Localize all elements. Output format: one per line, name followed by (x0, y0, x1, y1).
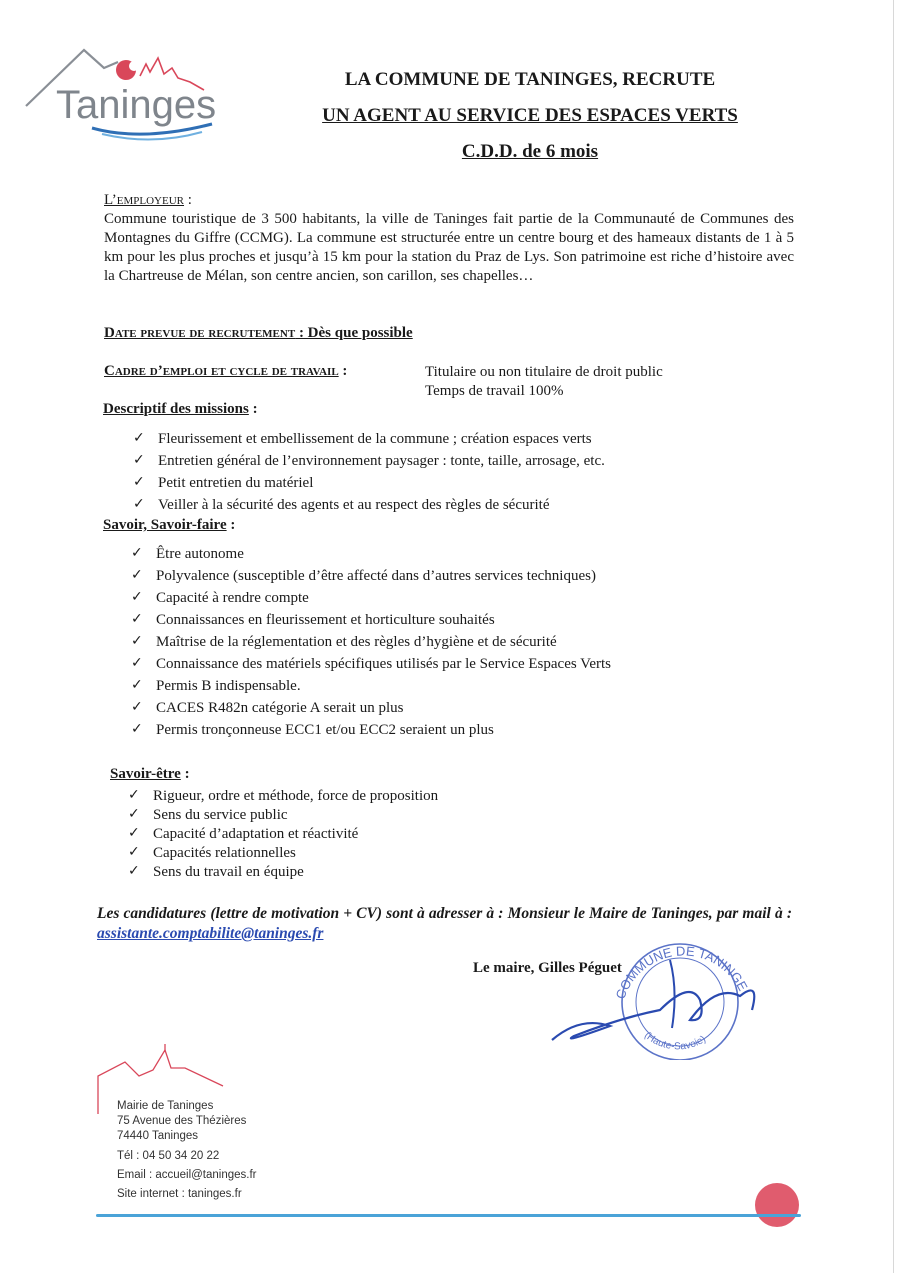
footer-email: Email : accueil@taninges.fr (117, 1169, 257, 1181)
taninges-logo (22, 44, 232, 144)
footer-line-1: Mairie de Taninges (117, 1100, 214, 1112)
employer-label-suffix: : (184, 192, 192, 208)
footer-address (117, 1099, 257, 1202)
check-icon: ✓ (131, 567, 143, 583)
employment-value-2: Temps de travail 100% (425, 383, 564, 399)
check-icon: ✓ (128, 844, 140, 860)
footer-line-3: 74440 Taninges (117, 1130, 198, 1142)
list-item: ✓ Rigueur, ordre et méthode, force de proposition (128, 787, 439, 804)
employment-label: Cadre d’emploi et cycle de travail (104, 363, 339, 379)
savoir-faire-label-suffix: : (226, 517, 236, 533)
check-icon: ✓ (131, 655, 143, 671)
employer-text: Commune touristique de 3 500 habitants, la ville de Taninges fait partie de la Communauté de Communes des Montagnes du Giffre (CCMG). La commune est structurée entre un centre bourg et des hameaux distants de 1 à 5 km pour les plus proches et jusqu’à 15 km pour la station du Praz de Lys. Son patrimoine est riche d’histoire avec la Chartreuse de Mélan, son centre ancien, son carillon, ses chapelles… (104, 211, 794, 284)
page-edge-divider (893, 0, 894, 1273)
list-item: ✓ Capacités relationnelles (128, 844, 296, 861)
recruitment-date-label: Date prevue de recrutement (104, 325, 296, 341)
check-icon: ✓ (133, 452, 145, 468)
list-item: ✓ Veiller à la sécurité des agents et au respect des règles de sécurité (133, 494, 605, 516)
check-icon: ✓ (131, 699, 143, 715)
footer-site: Site internet : taninges.fr (117, 1188, 242, 1200)
list-item: ✓ Capacité à rendre compte (131, 587, 611, 609)
list-item: ✓ Sens du travail en équipe (128, 863, 304, 880)
check-icon: ✓ (131, 677, 143, 693)
savoir-faire-heading (103, 517, 235, 534)
check-icon: ✓ (128, 863, 140, 879)
missions-list (133, 428, 605, 516)
application-text (97, 904, 792, 944)
stamp-bottom-text: (Haute-Savoie) (641, 1029, 708, 1053)
list-item: ✓ Maîtrise de la réglementation et des règles d’hygiène et de sécurité (131, 631, 611, 653)
list-item: ✓ Connaissances en fleurissement et horticulture souhaités (131, 609, 611, 631)
recruitment-date (104, 325, 413, 342)
employment-label-row (104, 363, 347, 380)
list-item: ✓ Fleurissement et embellissement de la commune ; création espaces verts (133, 428, 605, 450)
savoir-etre-label-suffix: : (180, 766, 190, 782)
check-icon: ✓ (128, 787, 140, 803)
list-item: ✓ Entretien général de l’environnement paysager : tonte, taille, arrosage, etc. (133, 450, 605, 472)
title-line-3: C.D.D. de 6 mois (461, 141, 599, 162)
footer-divider (96, 1214, 801, 1217)
missions-heading (103, 401, 258, 418)
missions-label-suffix: : (248, 401, 258, 417)
recruitment-date-value: : Dès que possible (295, 325, 413, 341)
missions-label: Descriptif des missions (103, 401, 249, 417)
employer-label: L’employeur (104, 192, 185, 208)
check-icon: ✓ (133, 474, 145, 490)
application-email-link[interactable]: assistante.comptabilite@taninges.fr (97, 925, 324, 942)
savoir-etre-heading (110, 766, 190, 783)
check-icon: ✓ (131, 611, 143, 627)
list-item: ✓ Connaissance des matériels spécifiques utilisés par le Service Espaces Verts (131, 653, 611, 675)
check-icon: ✓ (131, 589, 143, 605)
title-line-1: LA COMMUNE DE TANINGES, RECRUTE (344, 69, 716, 90)
list-item: ✓ Être autonome (131, 543, 611, 565)
footer-badge-icon (755, 1183, 799, 1227)
svg-text:(Haute-Savoie) (642, 1030, 708, 1052)
list-item: ✓ Capacité d’adaptation et réactivité (128, 825, 359, 842)
check-icon: ✓ (128, 825, 140, 841)
logo-text: Taninges (56, 83, 217, 127)
stamp-top-text: COMMUNE DE TANINGE (612, 943, 751, 1002)
list-item: ✓ Polyvalence (susceptible d’être affecté dans d’autres services techniques) (131, 565, 611, 587)
list-item: ✓ Permis tronçonneuse ECC1 et/ou ECC2 seraient un plus (131, 719, 611, 741)
check-icon: ✓ (128, 806, 140, 822)
savoir-etre-label: Savoir-être (110, 766, 181, 782)
signature-text: Le maire, Gilles Péguet (473, 960, 622, 976)
employment-value-1: Titulaire ou non titulaire de droit public (425, 364, 663, 380)
employment-label-suffix: : (338, 363, 348, 379)
svg-text:COMMUNE DE TANINGES (540, 940, 751, 1001)
application-instructions: Les candidatures (lettre de motivation + CV) sont à adresser à : Monsieur le Maire de Taninges, par mail à : (97, 905, 792, 922)
list-item: ✓ Sens du service public (128, 806, 288, 823)
check-icon: ✓ (131, 633, 143, 649)
savoir-faire-list (131, 543, 611, 741)
check-icon: ✓ (131, 721, 143, 737)
list-item: ✓ Petit entretien du matériel (133, 472, 605, 494)
footer-phone: Tél : 04 50 34 20 22 (117, 1150, 220, 1162)
stamp-and-signature (540, 940, 780, 1060)
list-item: ✓ CACES R482n catégorie A serait un plus (131, 697, 611, 719)
savoir-etre-list (128, 787, 438, 882)
footer-line-2: 75 Avenue des Thézières (117, 1115, 247, 1127)
savoir-faire-label: Savoir, Savoir-faire (103, 517, 227, 533)
title-line-2: UN AGENT AU SERVICE DES ESPACES VERTS (322, 105, 738, 126)
check-icon: ✓ (133, 430, 145, 446)
list-item: ✓ Permis B indispensable. (131, 675, 611, 697)
check-icon: ✓ (133, 496, 145, 512)
employer-section (104, 191, 794, 286)
check-icon: ✓ (131, 545, 143, 561)
